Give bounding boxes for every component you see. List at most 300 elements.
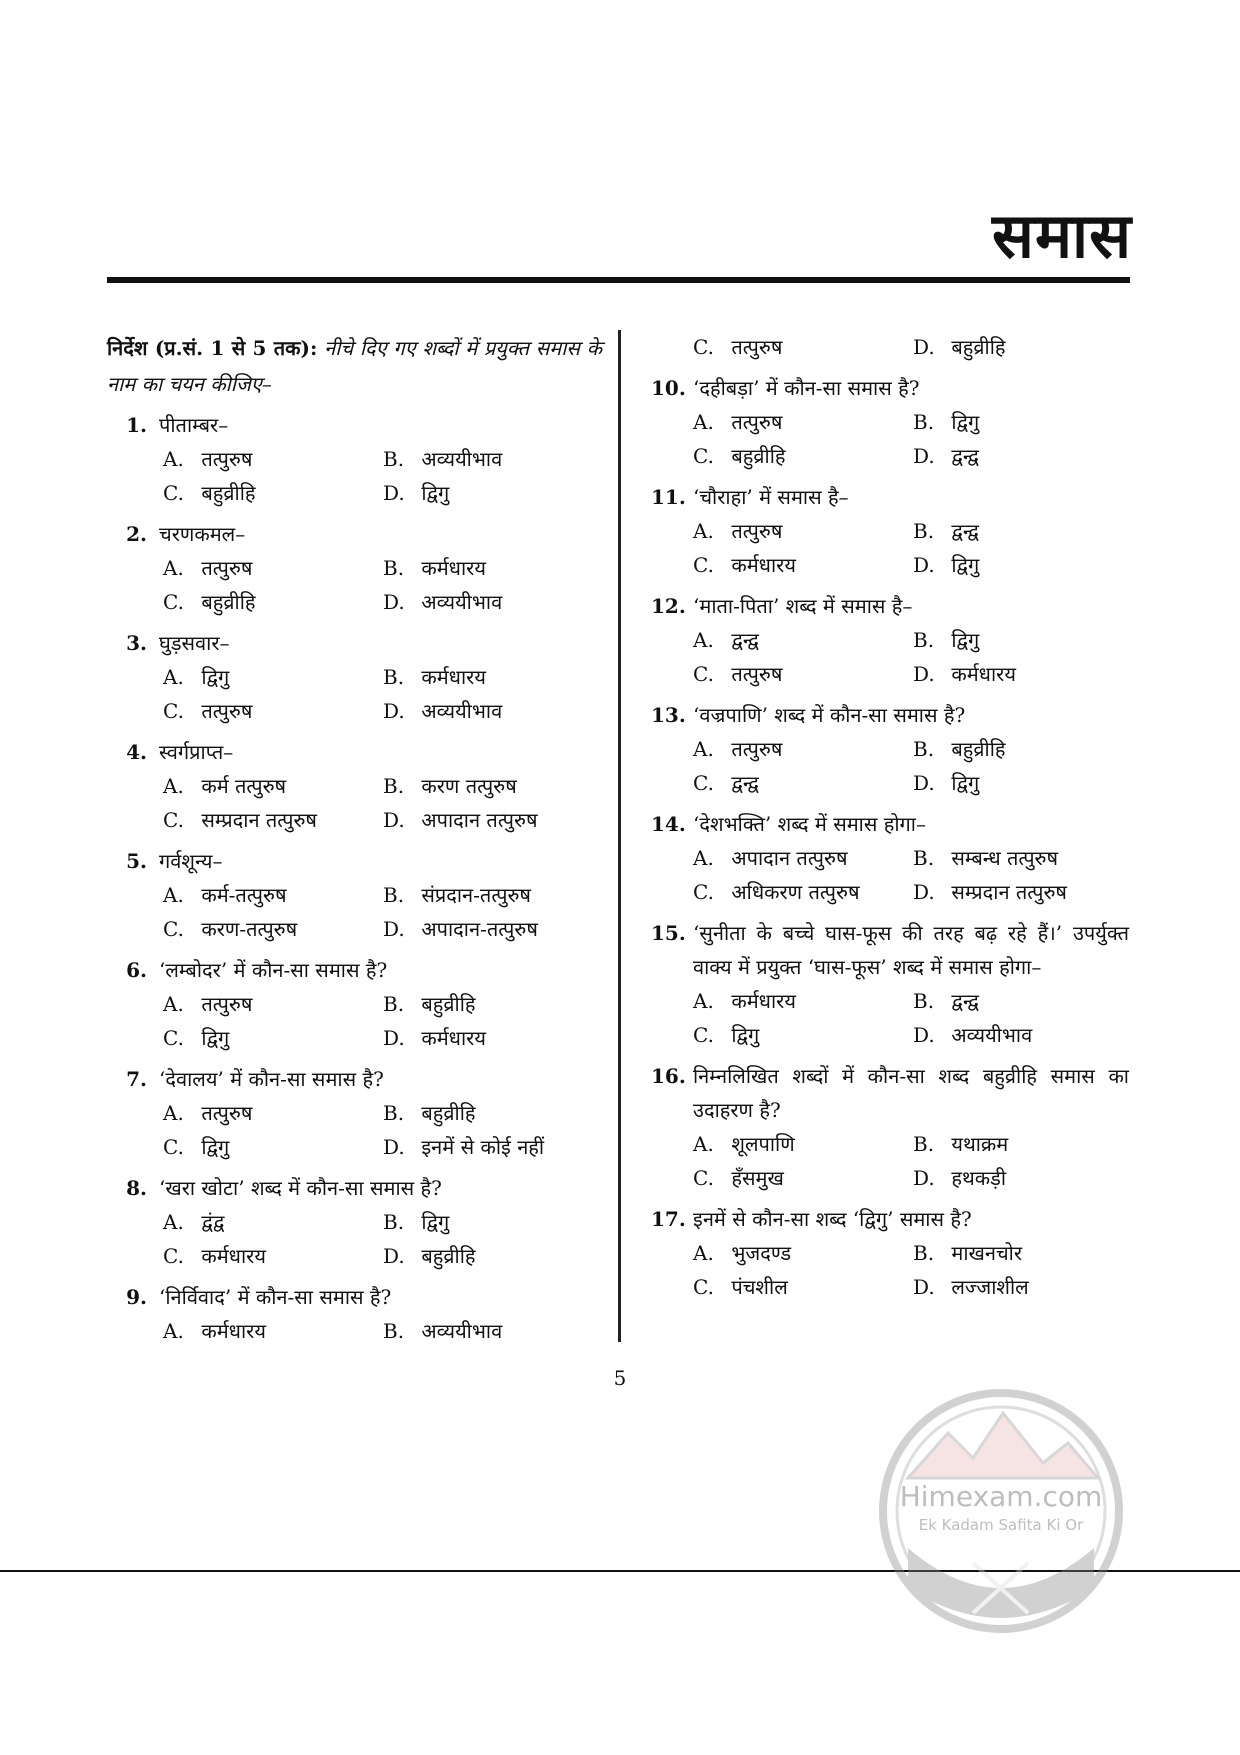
option: [913, 439, 1129, 473]
question-number: 8.: [126, 1176, 147, 1200]
option-letter: B.: [383, 1319, 405, 1343]
option-text: अपादान तत्पुरुष: [421, 808, 538, 832]
option-letter: C.: [163, 1026, 184, 1050]
option: [693, 657, 913, 691]
option-grid: [693, 514, 1129, 582]
option: [163, 1096, 383, 1130]
option-letter: C.: [693, 1166, 714, 1190]
option-letter: A.: [693, 1132, 714, 1156]
question-stem: [651, 698, 1129, 732]
option: [693, 514, 913, 548]
option: [383, 803, 602, 837]
option-letter: A.: [693, 519, 714, 543]
option-text: द्वन्द्व: [731, 771, 759, 795]
option-text: पंचशील: [731, 1275, 788, 1299]
option-grid: [163, 769, 602, 837]
right-question-list: [651, 330, 1129, 1304]
question-number: 12.: [651, 594, 686, 618]
question-text: ‘खरा खोटा’ शब्द में कौन-सा समास है?: [159, 1176, 442, 1200]
question-number: 14.: [651, 812, 686, 836]
question-number: 4.: [126, 740, 147, 764]
option-letter: D.: [913, 553, 935, 577]
option-letter: A.: [163, 774, 184, 798]
option-letter: B.: [383, 1101, 405, 1125]
option: [383, 987, 602, 1021]
option-letter: D.: [913, 880, 935, 904]
option-letter: C.: [693, 335, 714, 359]
option-letter: B.: [383, 1210, 405, 1234]
option: [913, 405, 1129, 439]
option-text: द्वन्द्व: [951, 519, 979, 543]
option-text: अधिकरण तत्पुरुष: [731, 880, 860, 904]
question-number: 9.: [126, 1285, 147, 1309]
question-number: 1.: [126, 413, 147, 437]
option-letter: A.: [693, 410, 714, 434]
option-text: द्विगु: [951, 771, 980, 795]
question-number: 10.: [651, 376, 686, 400]
option: [913, 623, 1129, 657]
option-text: अव्ययीभाव: [951, 1023, 1033, 1047]
option-text: संप्रदान-तत्पुरुष: [421, 883, 531, 907]
option: [383, 585, 602, 619]
watermark-logo: [878, 1388, 1124, 1634]
question-item: [107, 735, 602, 837]
option-text: तत्पुरुष: [201, 556, 253, 580]
option: [913, 1236, 1129, 1270]
option: [383, 1096, 602, 1130]
option-text: तत्पुरुष: [201, 699, 253, 723]
question-item: [107, 953, 602, 1055]
option: [693, 439, 913, 473]
option-letter: B.: [383, 992, 405, 1016]
option: [163, 551, 383, 585]
option-letter: D.: [913, 335, 935, 359]
option-letter: A.: [693, 737, 714, 761]
option-text: बहुव्रीहि: [421, 1244, 476, 1268]
option-letter: A.: [163, 1210, 184, 1234]
option-grid: [693, 984, 1129, 1052]
option: [693, 984, 913, 1018]
option-letter: D.: [913, 1023, 935, 1047]
question-text: ‘लम्बोदर’ में कौन-सा समास है?: [159, 958, 388, 982]
question-item: [107, 844, 602, 946]
question-text: ‘वज्रपाणि’ शब्द में कौन-सा समास है?: [693, 703, 966, 727]
question-stem: [107, 844, 602, 878]
question-item: [107, 517, 602, 619]
option-letter: C.: [163, 1244, 184, 1268]
question-stem: [107, 1062, 602, 1096]
left-question-list: [107, 408, 602, 1348]
question-text: घुड़सवार–: [159, 631, 230, 655]
option: [163, 1314, 383, 1348]
page-number: 5: [613, 1366, 627, 1390]
option-text: बहुव्रीहि: [201, 590, 256, 614]
question-stem: [107, 408, 602, 442]
option: [163, 1021, 383, 1055]
option-grid: [693, 1236, 1129, 1304]
option-letter: A.: [693, 989, 714, 1013]
option-text: सम्बन्ध तत्पुरुष: [951, 846, 1059, 870]
option-letter: C.: [163, 699, 184, 723]
option-text: तत्पुरुष: [201, 447, 253, 471]
option-letter: A.: [693, 628, 714, 652]
option-letter: D.: [383, 1026, 405, 1050]
option-letter: B.: [913, 519, 935, 543]
option-letter: D.: [383, 917, 405, 941]
question-number: 13.: [651, 703, 686, 727]
question-number: 17.: [651, 1207, 686, 1231]
option-letter: C.: [163, 917, 184, 941]
option-grid: [163, 1205, 602, 1273]
option: [163, 476, 383, 510]
option-text: बहुव्रीहि: [421, 1101, 476, 1125]
option-grid: [163, 551, 602, 619]
question-stem: [651, 916, 1129, 984]
option-text: अपादान तत्पुरुष: [731, 846, 848, 870]
option-text: तत्पुरुष: [201, 992, 253, 1016]
option-text: करण तत्पुरुष: [421, 774, 517, 798]
option-text: द्विगु: [951, 410, 980, 434]
option-text: अव्ययीभाव: [421, 1319, 503, 1343]
option: [383, 912, 602, 946]
option-grid: [163, 878, 602, 946]
option-text: कर्मधारय: [201, 1244, 266, 1268]
option: [913, 1018, 1129, 1052]
option-letter: B.: [913, 410, 935, 434]
directive-heading: निर्देश (प्र.सं. 1 से 5 तक):: [107, 336, 318, 360]
option-letter: B.: [383, 665, 405, 689]
question-item: [107, 1062, 602, 1164]
option: [383, 1314, 602, 1348]
option-letter: C.: [693, 662, 714, 686]
question-item: [107, 1280, 602, 1348]
option-letter: D.: [913, 1166, 935, 1190]
option: [383, 551, 602, 585]
option-text: द्विगु: [201, 1135, 230, 1159]
option-letter: A.: [163, 992, 184, 1016]
option-text: तत्पुरुष: [201, 1101, 253, 1125]
option-text: कर्म तत्पुरुष: [201, 774, 287, 798]
option-text: करण-तत्पुरुष: [201, 917, 298, 941]
option-text: द्वंद्व: [201, 1210, 225, 1234]
option-text: कर्मधारय: [421, 556, 486, 580]
option: [383, 442, 602, 476]
option-text: तत्पुरुष: [731, 519, 783, 543]
option: [913, 548, 1129, 582]
option-text: शूलपाणि: [731, 1132, 795, 1156]
option-text: तत्पुरुष: [731, 335, 783, 359]
question-text: ‘देवालय’ में कौन-सा समास है?: [159, 1067, 384, 1091]
option-text: द्विगु: [201, 1026, 230, 1050]
option-text: द्वन्द्व: [951, 444, 979, 468]
option-text: सम्प्रदान तत्पुरुष: [201, 808, 317, 832]
question-text: चरणकमल–: [159, 522, 246, 546]
title-underline: [107, 277, 1130, 283]
option-grid: [693, 330, 1129, 364]
question-text: ‘निर्विवाद’ में कौन-सा समास है?: [159, 1285, 392, 1309]
option-grid: [693, 1127, 1129, 1195]
option: [383, 1205, 602, 1239]
question-item: [107, 408, 602, 510]
option-letter: B.: [913, 989, 935, 1013]
option-text: कर्मधारय: [421, 665, 486, 689]
option-text: बहुव्रीहि: [731, 444, 786, 468]
question-item: [651, 589, 1129, 691]
question-stem: [651, 371, 1129, 405]
option-grid: [693, 623, 1129, 691]
question-stem: [651, 1202, 1129, 1236]
option-letter: C.: [693, 444, 714, 468]
option: [693, 548, 913, 582]
directive-text: नीचे दिए गए शब्दों में प्रयुक्त समास के नाम का चयन कीजिए–: [107, 336, 603, 396]
question-text: ‘माता-पिता’ शब्द में समास है–: [693, 594, 913, 618]
question-item: [651, 480, 1129, 582]
option: [693, 1270, 913, 1304]
option-text: कर्मधारय: [731, 553, 796, 577]
option: [163, 660, 383, 694]
option: [913, 1127, 1129, 1161]
question-stem: [107, 953, 602, 987]
option-text: कर्मधारय: [421, 1026, 486, 1050]
option-letter: B.: [913, 737, 935, 761]
question-item: [651, 330, 1129, 364]
question-number: 16.: [651, 1064, 686, 1088]
option-text: बहुव्रीहि: [951, 335, 1006, 359]
question-item: [107, 1171, 602, 1273]
question-stem: [107, 1280, 602, 1314]
question-number: 3.: [126, 631, 147, 655]
option: [693, 1161, 913, 1195]
option-grid: [693, 405, 1129, 473]
option-letter: A.: [163, 665, 184, 689]
option: [163, 1130, 383, 1164]
option-letter: B.: [383, 556, 405, 580]
option-letter: A.: [163, 883, 184, 907]
option-letter: D.: [383, 699, 405, 723]
option: [913, 841, 1129, 875]
option-text: अव्ययीभाव: [421, 699, 503, 723]
option-letter: B.: [913, 628, 935, 652]
option-letter: D.: [913, 662, 935, 686]
option-text: इनमें से कोई नहीं: [421, 1135, 545, 1159]
option: [163, 769, 383, 803]
option-letter: D.: [913, 771, 935, 795]
option: [383, 694, 602, 728]
option-letter: C.: [163, 808, 184, 832]
option: [693, 330, 913, 364]
option: [693, 875, 913, 909]
question-item: [107, 626, 602, 728]
right-column: [651, 330, 1129, 1311]
option-text: अव्ययीभाव: [421, 447, 503, 471]
question-text: पीताम्बर–: [159, 413, 229, 437]
option: [913, 732, 1129, 766]
question-number: 11.: [651, 485, 686, 509]
directive: [107, 330, 602, 402]
option: [163, 878, 383, 912]
option-letter: A.: [163, 447, 184, 471]
option: [693, 405, 913, 439]
option-text: कर्मधारय: [731, 989, 796, 1013]
option: [163, 1205, 383, 1239]
option-text: बहुव्रीहि: [421, 992, 476, 1016]
option: [913, 875, 1129, 909]
option-text: यथाक्रम: [951, 1132, 1009, 1156]
option-text: कर्मधारय: [951, 662, 1016, 686]
option-letter: A.: [163, 1101, 184, 1125]
option-grid: [163, 987, 602, 1055]
option-letter: B.: [913, 846, 935, 870]
option-grid: [163, 1096, 602, 1164]
option-text: द्वन्द्व: [951, 989, 979, 1013]
option: [693, 1236, 913, 1270]
option-grid: [163, 1314, 602, 1348]
option-letter: C.: [163, 481, 184, 505]
option: [383, 660, 602, 694]
option-text: द्वन्द्व: [731, 628, 759, 652]
watermark-tagline: Ek Kadam Safita Ki Or: [918, 1516, 1084, 1534]
question-text: ‘दहीबड़ा’ में कौन-सा समास है?: [693, 376, 920, 400]
question-stem: [651, 589, 1129, 623]
option: [383, 1021, 602, 1055]
option-letter: A.: [163, 556, 184, 580]
option-letter: B.: [913, 1132, 935, 1156]
option: [163, 694, 383, 728]
option: [383, 769, 602, 803]
option-text: सम्प्रदान तत्पुरुष: [951, 880, 1067, 904]
option-letter: D.: [383, 808, 405, 832]
option: [383, 476, 602, 510]
option-letter: C.: [693, 1023, 714, 1047]
option-letter: A.: [693, 846, 714, 870]
option-letter: C.: [163, 590, 184, 614]
option: [693, 841, 913, 875]
question-stem: [651, 480, 1129, 514]
question-item: [651, 371, 1129, 473]
option: [693, 732, 913, 766]
option: [913, 766, 1129, 800]
option: [913, 984, 1129, 1018]
option-letter: D.: [383, 1135, 405, 1159]
question-stem: [107, 735, 602, 769]
option-text: द्विगु: [201, 665, 230, 689]
option: [383, 1239, 602, 1273]
question-item: [651, 1202, 1129, 1304]
option-grid: [163, 660, 602, 728]
question-stem: [651, 1059, 1129, 1127]
option: [693, 1127, 913, 1161]
option-text: अपादान-तत्पुरुष: [421, 917, 538, 941]
option-letter: B.: [913, 1241, 935, 1265]
option-letter: B.: [383, 447, 405, 471]
option-text: कर्म-तत्पुरुष: [201, 883, 287, 907]
option-text: द्विगु: [731, 1023, 760, 1047]
question-text: ‘देशभक्ति’ शब्द में समास होगा–: [693, 812, 926, 836]
question-item: [651, 916, 1129, 1052]
option-letter: B.: [383, 883, 405, 907]
option: [913, 657, 1129, 691]
option-letter: D.: [913, 444, 935, 468]
option-text: भुजदण्ड: [731, 1241, 792, 1265]
option: [163, 442, 383, 476]
option-letter: D.: [383, 1244, 405, 1268]
option: [163, 1239, 383, 1273]
question-text: गर्वशून्य–: [159, 849, 223, 873]
option-text: अव्ययीभाव: [421, 590, 503, 614]
question-text: ‘चौराहा’ में समास है–: [693, 485, 849, 509]
option-letter: A.: [693, 1241, 714, 1265]
option-letter: D.: [913, 1275, 935, 1299]
option: [693, 766, 913, 800]
question-text: इनमें से कौन-सा शब्द ‘द्विगु’ समास है?: [693, 1207, 972, 1231]
question-stem: [651, 807, 1129, 841]
question-number: 6.: [126, 958, 147, 982]
question-stem: [107, 626, 602, 660]
option-letter: D.: [383, 481, 405, 505]
option-text: तत्पुरुष: [731, 737, 783, 761]
option-text: बहुव्रीहि: [951, 737, 1006, 761]
question-text: स्वर्गप्राप्त–: [159, 740, 234, 764]
option-grid: [693, 841, 1129, 909]
left-column: [107, 330, 602, 1355]
question-number: 15.: [651, 921, 686, 945]
watermark-brand: Himexam.com: [899, 1480, 1103, 1513]
question-number: 5.: [126, 849, 147, 873]
question-text: ‘सुनीता के बच्चे घास-फूस की तरह बढ़ रहे हैं।’ उपर्युक्त वाक्य में प्रयुक्त ‘घास-फूस’ शब्द में समास होगा–: [693, 921, 1129, 979]
option-grid: [693, 732, 1129, 800]
option-text: लज्जाशील: [951, 1275, 1029, 1299]
option: [163, 912, 383, 946]
question-number: 2.: [126, 522, 147, 546]
option-text: कर्मधारय: [201, 1319, 266, 1343]
option-text: हँसमुख: [731, 1166, 784, 1190]
question-item: [651, 807, 1129, 909]
question-text: निम्नलिखित शब्दों में कौन-सा शब्द बहुव्रीहि समास का उदाहरण है?: [693, 1064, 1129, 1122]
option: [913, 1161, 1129, 1195]
option: [163, 585, 383, 619]
option-text: तत्पुरुष: [731, 410, 783, 434]
column-divider: [618, 330, 621, 1342]
option-letter: C.: [693, 771, 714, 795]
option-letter: C.: [163, 1135, 184, 1159]
option: [693, 1018, 913, 1052]
option: [913, 330, 1129, 364]
question-number: 7.: [126, 1067, 147, 1091]
option-text: द्विगु: [951, 628, 980, 652]
option-text: हथकड़ी: [951, 1166, 1006, 1190]
option-letter: C.: [693, 553, 714, 577]
option-grid: [163, 442, 602, 510]
option-text: माखनचोर: [951, 1241, 1023, 1265]
option: [383, 1130, 602, 1164]
option: [913, 1270, 1129, 1304]
option-text: तत्पुरुष: [731, 662, 783, 686]
option: [163, 987, 383, 1021]
option-text: द्विगु: [421, 481, 450, 505]
option-letter: C.: [693, 1275, 714, 1299]
question-item: [651, 1059, 1129, 1195]
option-letter: D.: [383, 590, 405, 614]
question-stem: [107, 517, 602, 551]
option-letter: B.: [383, 774, 405, 798]
option: [693, 623, 913, 657]
option: [913, 514, 1129, 548]
question-stem: [107, 1171, 602, 1205]
option-letter: C.: [693, 880, 714, 904]
page-title: समास: [992, 199, 1132, 272]
option: [163, 803, 383, 837]
option-text: द्विगु: [951, 553, 980, 577]
